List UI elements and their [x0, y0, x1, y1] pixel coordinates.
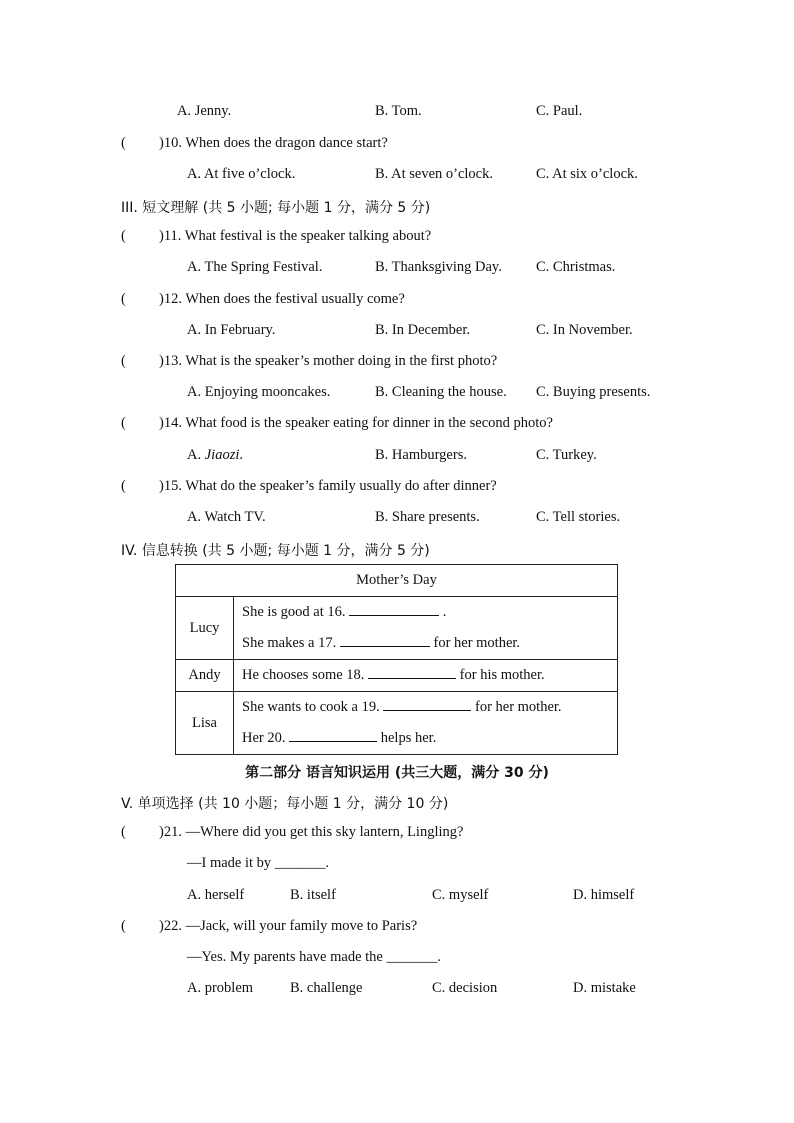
- q10-option-a: A. At five o’clock.: [187, 166, 296, 182]
- q9-option-a: A. Jenny.: [177, 103, 232, 119]
- q13-option-b: B. Cleaning the house.: [375, 384, 507, 400]
- question-22: [121, 918, 417, 935]
- q12-option-a: A. In February.: [187, 322, 276, 338]
- question-text: What food is the speaker eating for dinner in the second photo?: [185, 415, 553, 431]
- question-11: [121, 228, 431, 245]
- row-content-lucy: She is good at 16. . She makes a 17. for her mother.: [234, 597, 618, 660]
- q21-reply: —I made it by _______.: [187, 855, 330, 871]
- q22-option-d: D. mistake: [573, 980, 636, 996]
- question-10: [121, 135, 388, 152]
- question-number: )22.: [159, 918, 182, 934]
- answer-blank-20: [289, 729, 377, 742]
- answer-paren: (: [121, 228, 126, 244]
- q14-option-b: B. Hamburgers.: [375, 447, 467, 463]
- answer-blank-16: [349, 603, 439, 616]
- answer-blank-17: [340, 634, 430, 647]
- question-number: )15.: [159, 478, 182, 494]
- question-number: )10.: [159, 135, 182, 151]
- answer-paren: (: [121, 353, 126, 369]
- question-number: )14.: [159, 415, 182, 431]
- question-text: When does the festival usually come?: [185, 291, 405, 307]
- answer-blank-19: [383, 698, 471, 711]
- q15-option-b: B. Share presents.: [375, 509, 480, 525]
- question-number: )21.: [159, 824, 182, 840]
- answer-paren: (: [121, 291, 126, 307]
- answer-paren: (: [121, 478, 126, 494]
- answer-paren: (: [121, 824, 126, 840]
- question-text: When does the dragon dance start?: [185, 135, 388, 151]
- q9-option-c: C. Paul.: [536, 103, 583, 119]
- question-15: [121, 478, 497, 495]
- answer-blank-18: [368, 666, 456, 679]
- answer-paren: (: [121, 918, 126, 934]
- question-text: What is the speaker’s mother doing in the first photo?: [185, 353, 498, 369]
- info-table: [175, 564, 618, 755]
- question-12: [121, 291, 405, 308]
- q21-option-c: C. myself: [432, 887, 489, 903]
- q10-option-b: B. At seven o’clock.: [375, 166, 493, 182]
- question-number: )13.: [159, 353, 182, 369]
- q11-option-a: A. The Spring Festival.: [187, 259, 323, 275]
- q22-option-a: A. problem: [187, 980, 254, 996]
- row-content-andy: He chooses some 18. for his mother.: [234, 660, 618, 692]
- q21-option-b: B. itself: [290, 887, 336, 903]
- section-5-title: V. 单项选择 (共 10 小题；每小题 1 分，满分 10 分): [121, 796, 449, 812]
- q10-option-c: C. At six o’clock.: [536, 166, 638, 182]
- question-21: [121, 824, 463, 841]
- row-content-lisa: She wants to cook a 19. for her mother. Her 20. helps her.: [234, 692, 618, 755]
- q21-option-d: D. himself: [573, 887, 635, 903]
- q11-option-c: C. Christmas.: [536, 259, 616, 275]
- q15-option-c: C. Tell stories.: [536, 509, 621, 525]
- q13-option-c: C. Buying presents.: [536, 384, 651, 400]
- section-4-title: IV. 信息转换 (共 5 小题; 每小题 1 分，满分 5 分): [121, 543, 430, 559]
- q12-option-b: B. In December.: [375, 322, 471, 338]
- answer-paren: (: [121, 415, 126, 431]
- row-name-andy: Andy: [176, 660, 234, 692]
- q22-reply: —Yes. My parents have made the _______.: [187, 949, 441, 965]
- q14-option-a: A. Jiaozi.: [187, 447, 243, 463]
- q15-option-a: A. Watch TV.: [187, 509, 266, 525]
- question-number: )11.: [159, 228, 182, 244]
- part-2-title: 第二部分 语言知识运用 (共三大题，满分 30 分): [245, 765, 549, 781]
- question-number: )12.: [159, 291, 182, 307]
- question-text: —Where did you get this sky lantern, Lingling?: [185, 824, 464, 840]
- question-text: What festival is the speaker talking about?: [184, 228, 432, 244]
- question-text: What do the speaker’s family usually do after dinner?: [185, 478, 497, 494]
- question-text: —Jack, will your family move to Paris?: [185, 918, 418, 934]
- question-14: [121, 415, 553, 432]
- row-name-lisa: Lisa: [176, 692, 234, 755]
- question-13: [121, 353, 497, 370]
- q11-option-b: B. Thanksgiving Day.: [375, 259, 502, 275]
- table-title: Mother’s Day: [176, 565, 618, 597]
- q21-option-a: A. herself: [187, 887, 245, 903]
- answer-paren: (: [121, 135, 126, 151]
- row-name-lucy: Lucy: [176, 597, 234, 660]
- section-3-title: III. 短文理解 (共 5 小题; 每小题 1 分，满分 5 分): [121, 200, 431, 216]
- q14-option-c: C. Turkey.: [536, 447, 597, 463]
- q22-option-c: C. decision: [432, 980, 498, 996]
- q12-option-c: C. In November.: [536, 322, 633, 338]
- q22-option-b: B. challenge: [290, 980, 363, 996]
- q13-option-a: A. Enjoying mooncakes.: [187, 384, 331, 400]
- q9-option-b: B. Tom.: [375, 103, 422, 119]
